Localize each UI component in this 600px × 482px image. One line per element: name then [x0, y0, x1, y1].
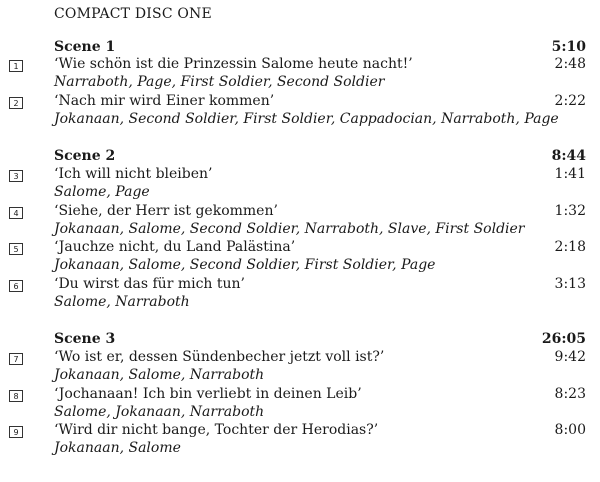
track-title: ‘Ich will nicht bleiben’: [54, 166, 213, 182]
track-cast: Salome, Narraboth: [54, 294, 190, 310]
track-row[interactable]: [0, 203, 586, 239]
track-row[interactable]: [0, 166, 586, 202]
scene-1-header: [54, 39, 586, 55]
scene-duration: 8:44: [551, 148, 586, 164]
track-cast: Jokanaan, Salome: [54, 440, 181, 456]
track-cast: Narraboth, Page, First Soldier, Second Soldier: [54, 74, 385, 90]
track-row[interactable]: [0, 239, 586, 275]
track-title: ‘Jauchze nicht, du Land Palästina’: [54, 239, 296, 255]
track-duration: 2:22: [554, 93, 586, 109]
track-number-box: 6: [9, 280, 23, 292]
track-cast: Salome, Page: [54, 184, 150, 200]
track-number-box: 7: [9, 353, 23, 365]
track-duration: 3:13: [554, 276, 586, 292]
scene-name: Scene 3: [54, 331, 116, 347]
track-row[interactable]: [0, 93, 586, 129]
track-duration: 2:48: [554, 56, 586, 72]
scene-2-header: [54, 148, 586, 164]
track-duration: 2:18: [554, 239, 586, 255]
scene-name: Scene 1: [54, 39, 116, 55]
track-number-box: 4: [9, 207, 23, 219]
track-cast: Jokanaan, Salome, Second Soldier, Narraboth, Slave, First Soldier: [54, 221, 525, 237]
track-duration: 9:42: [554, 349, 586, 365]
track-number-box: 2: [9, 97, 23, 109]
track-title: ‘Nach mir wird Einer kommen’: [54, 93, 275, 109]
track-number-box: 9: [9, 426, 23, 438]
track-cast: Jokanaan, Salome, Narraboth: [54, 367, 265, 383]
track-duration: 1:41: [554, 166, 586, 182]
track-title: ‘Siehe, der Herr ist gekommen’: [54, 203, 278, 219]
scene-duration: 5:10: [551, 39, 586, 55]
track-cast: Jokanaan, Salome, Second Soldier, First Soldier, Page: [54, 257, 436, 273]
disc-title: COMPACT DISC ONE: [54, 6, 212, 22]
track-title: ‘Wie schön ist die Prinzessin Salome heute nacht!’: [54, 56, 413, 72]
track-title: ‘Wo ist er, dessen Sündenbecher jetzt voll ist?’: [54, 349, 385, 365]
scene-3-header: [54, 331, 586, 347]
track-cast: Jokanaan, Second Soldier, First Soldier, Cappadocian, Narraboth, Page: [54, 111, 559, 127]
track-number-box: 5: [9, 243, 23, 255]
track-duration: 1:32: [554, 203, 586, 219]
track-duration: 8:00: [554, 422, 586, 438]
track-duration: 8:23: [554, 386, 586, 402]
scene-name: Scene 2: [54, 148, 116, 164]
track-cast: Salome, Jokanaan, Narraboth: [54, 404, 265, 420]
track-row[interactable]: [0, 56, 586, 92]
track-title: ‘Du wirst das für mich tun’: [54, 276, 246, 292]
track-number-box: 8: [9, 390, 23, 402]
track-number-box: 3: [9, 170, 23, 182]
track-row[interactable]: [0, 386, 586, 422]
track-title: ‘Wird dir nicht bange, Tochter der Herodias?’: [54, 422, 379, 438]
track-row[interactable]: [0, 422, 586, 458]
track-row[interactable]: [0, 276, 586, 312]
track-row[interactable]: [0, 349, 586, 385]
track-number-box: 1: [9, 60, 23, 72]
scene-duration: 26:05: [541, 331, 586, 347]
track-title: ‘Jochanaan! Ich bin verliebt in deinen Leib’: [54, 386, 362, 402]
